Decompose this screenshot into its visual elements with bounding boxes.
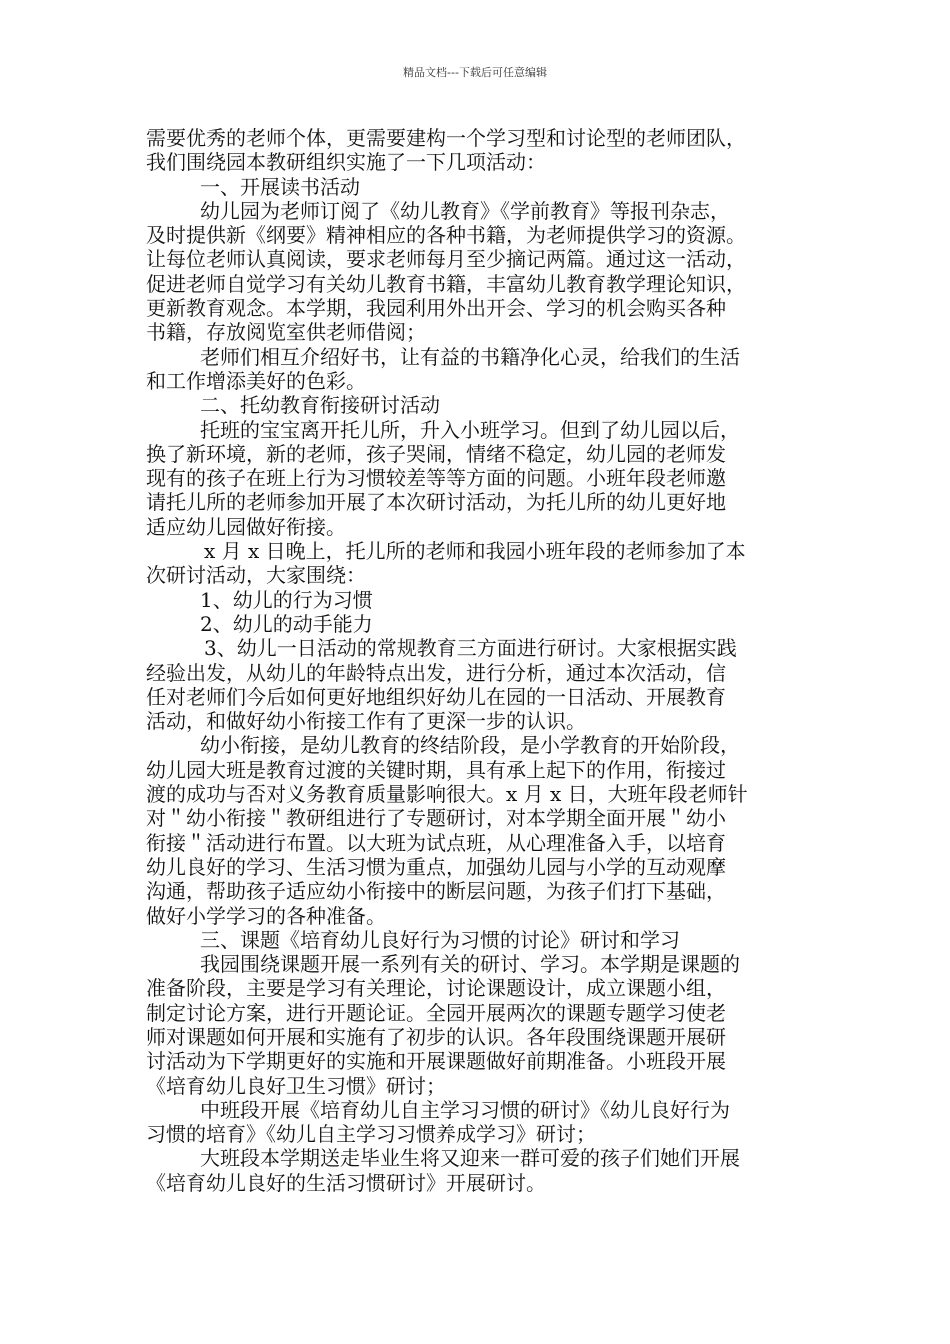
text-line: 适应幼儿园做好衔接。 — [146, 514, 346, 539]
text-line: 准备阶段，主要是学习有关理论，讨论课题设计，成立课题小组， — [146, 976, 726, 1001]
text-line: 中班段开展《培育幼儿自主学习习惯的研讨》《幼儿良好行为 — [200, 1097, 730, 1122]
text-line: 换了新环境，新的老师，孩子哭闹，情绪不稳定，幼儿园的老师发 — [146, 441, 726, 466]
text-line: 任对老师们今后如何更好地组织好幼儿在园的一日活动、开展教育 — [146, 684, 726, 709]
text-line: 及时提供新《纲要》精神相应的各种书籍，为老师提供学习的资源。 — [146, 223, 746, 248]
text-line: 幼小衔接，是幼儿教育的终结阶段，是小学教育的开始阶段， — [200, 733, 740, 758]
text-line: 二、托幼教育衔接研讨活动 — [200, 393, 440, 418]
text-line: 师对课题如何开展和实施有了初步的认识。各年段围绕课题开展研 — [146, 1024, 726, 1049]
text-line: 幼儿良好的学习、生活习惯为重点，加强幼儿园与小学的互动观摩 — [146, 854, 726, 879]
text-line: 2、幼儿的动手能力 — [200, 611, 373, 636]
text-line: 我们围绕园本教研组织实施了一下几项活动： — [146, 150, 546, 175]
text-line: x 月 x 日晚上，托儿所的老师和我园小班年段的老师参加了本 — [204, 539, 746, 564]
text-line: 沟通，帮助孩子适应幼小衔接中的断层问题，为孩子们打下基础， — [146, 879, 726, 904]
text-line: 幼儿园为老师订阅了《幼儿教育》《学前教育》等报刊杂志， — [200, 198, 730, 223]
text-line: 书籍，存放阅览室供老师借阅； — [146, 320, 426, 345]
text-line: 做好小学学习的各种准备。 — [146, 903, 386, 928]
text-line: 请托儿所的老师参加开展了本次研讨活动，为托儿所的幼儿更好地 — [146, 490, 726, 515]
text-line: 老师们相互介绍好书，让有益的书籍净化心灵，给我们的生活 — [200, 344, 740, 369]
text-line: 大班段本学期送走毕业生将又迎来一群可爱的孩子们她们开展 — [200, 1146, 740, 1171]
text-line: 更新教育观念。本学期，我园利用外出开会、学习的机会购买各种 — [146, 296, 726, 321]
text-line: 托班的宝宝离开托儿所，升入小班学习。但到了幼儿园以后， — [200, 417, 740, 442]
document-body — [146, 126, 810, 1195]
text-line: 制定讨论方案，进行开题论证。全园开展两次的课题专题学习使老 — [146, 1000, 726, 1025]
page-header: 精品文档---下载后可任意编辑 — [403, 66, 547, 79]
text-line: 一、开展读书活动 — [200, 174, 360, 199]
text-line: 讨活动为下学期更好的实施和开展课题做好前期准备。小班段开展 — [146, 1049, 726, 1074]
text-line: 1、幼儿的行为习惯 — [200, 587, 373, 612]
text-line: 习惯的培育》《幼儿自主学习习惯养成学习》研讨； — [146, 1122, 596, 1147]
text-line: 次研讨活动，大家围绕： — [146, 563, 366, 588]
text-line: 促进老师自觉学习有关幼儿教育书籍，丰富幼儿教育教学理论知识， — [146, 271, 746, 296]
text-line: 《培育幼儿良好的生活习惯研讨》开展研讨。 — [146, 1170, 546, 1195]
text-line: 《培育幼儿良好卫生习惯》研讨； — [146, 1073, 446, 1098]
text-line: 3、幼儿一日活动的常规教育三方面进行研讨。大家根据实践 — [204, 636, 737, 661]
text-line: 幼儿园大班是教育过渡的关键时期，具有承上起下的作用，衔接过 — [146, 757, 726, 782]
text-line: 需要优秀的老师个体，更需要建构一个学习型和讨论型的老师团队， — [146, 126, 746, 150]
text-line: 经验出发，从幼儿的年龄特点出发，进行分析，通过本次活动，信 — [146, 660, 726, 685]
text-line: 衔接＂活动进行布置。以大班为试点班，从心理准备入手，以培育 — [146, 830, 726, 855]
text-line: 我园围绕课题开展一系列有关的研讨、学习。本学期是课题的 — [200, 952, 740, 977]
text-line: 让每位老师认真阅读，要求老师每月至少摘记两篇。通过这一活动， — [146, 247, 746, 272]
text-line: 现有的孩子在班上行为习惯较差等等方面的问题。小班年段老师邀 — [146, 466, 726, 491]
text-line: 对＂幼小衔接＂教研组进行了专题研讨，对本学期全面开展＂幼小 — [146, 806, 726, 831]
text-line: 活动，和做好幼小衔接工作有了更深一步的认识。 — [146, 709, 586, 734]
text-line: 和工作增添美好的色彩。 — [146, 368, 366, 393]
text-line: 三、课题《培育幼儿良好行为习惯的讨论》研讨和学习 — [200, 927, 680, 952]
text-line: 渡的成功与否对义务教育质量影响很大。x 月 x 日，大班年段老师针 — [146, 782, 748, 807]
